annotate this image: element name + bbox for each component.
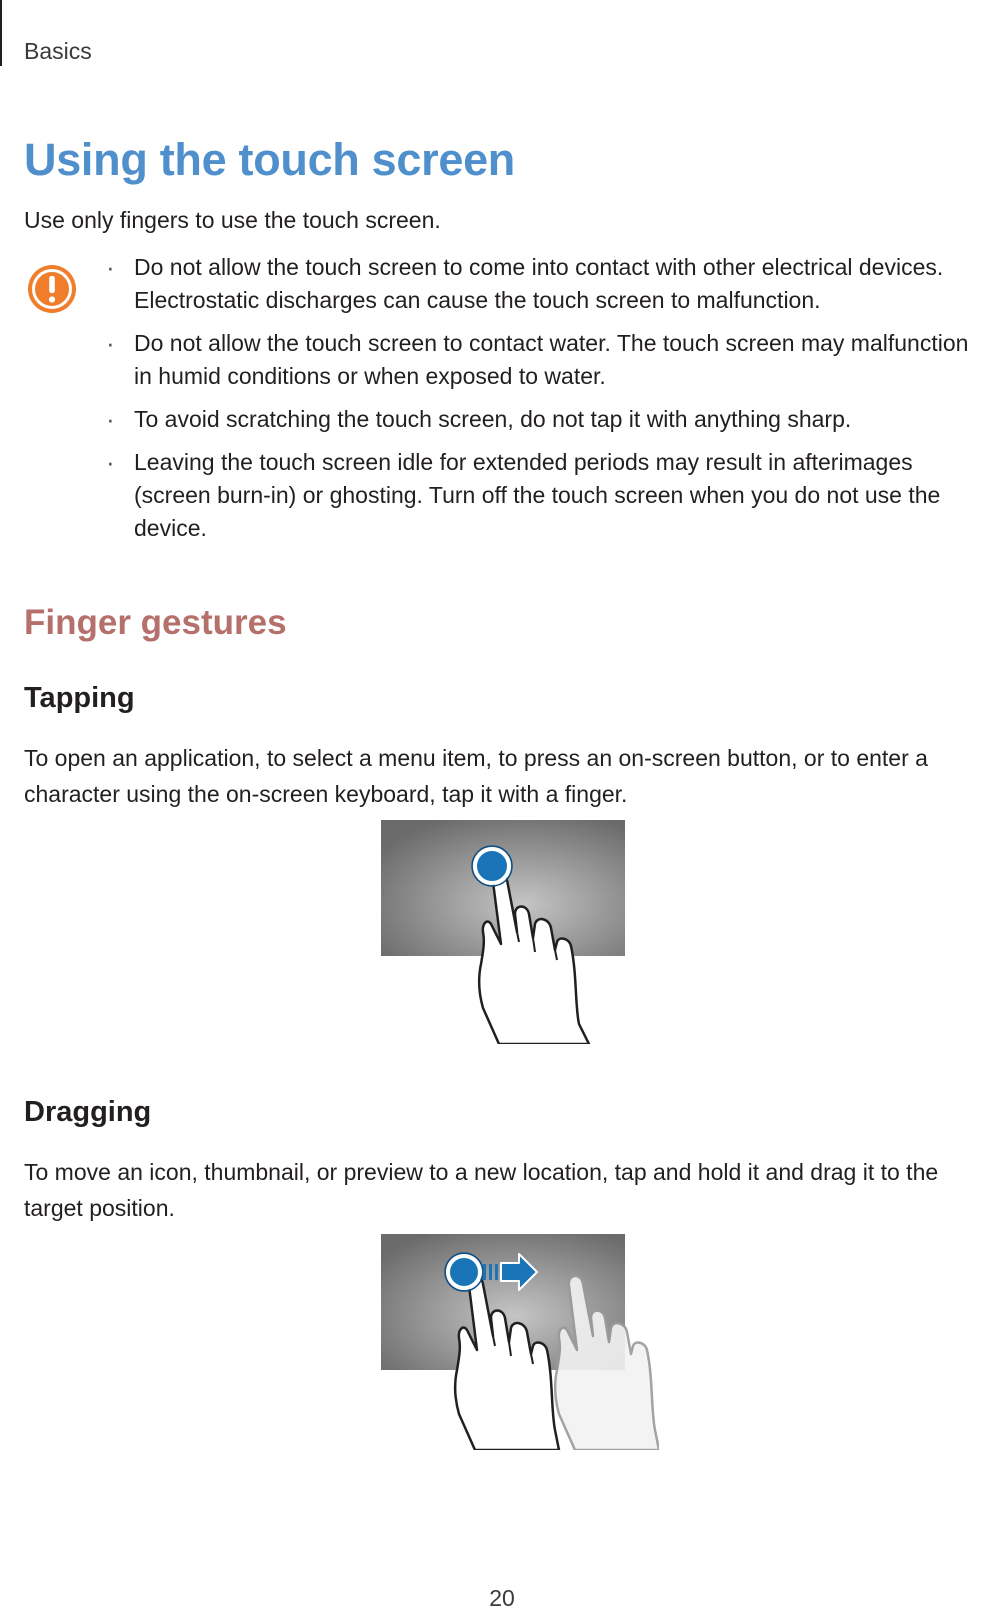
section-subheading: Finger gestures [24, 603, 287, 642]
dragging-description: To move an icon, thumbnail, or preview to a new location, tap and hold it and drag it to the target position. [24, 1159, 939, 1221]
caution-item: · Do not allow the touch screen to contact water. The touch screen may malfunction in humid conditions or when exposed to water. [104, 327, 984, 393]
tapping-heading: Tapping [24, 682, 135, 714]
dragging-heading: Dragging [24, 1096, 152, 1128]
dragging-illustration [379, 1232, 659, 1450]
touch-point-icon [472, 846, 512, 886]
tapping-illustration [379, 818, 629, 1044]
tapping-description: To open an application, to select a menu item, to press an on-screen button, or to enter a character using the on-screen keyboard, tap it with a finger. [24, 745, 928, 807]
page-number: 20 [489, 1585, 515, 1611]
page-title: Using the touch screen [24, 134, 515, 185]
section-label: Basics [24, 38, 92, 64]
caution-icon [26, 263, 78, 315]
touch-point-icon [445, 1253, 483, 1291]
header-rule [0, 0, 2, 66]
caution-list [104, 251, 984, 555]
caution-item: · Leaving the touch screen idle for extended periods may result in afterimages (screen burn-in) or ghosting. Turn off the touch screen when you do not use the device. [104, 446, 984, 545]
caution-item: · Do not allow the touch screen to come into contact with other electrical devices. Electrostatic discharges can cause the touch screen to malfunction. [104, 251, 984, 317]
intro-text: Use only fingers to use the touch screen. [24, 207, 441, 233]
caution-item: · To avoid scratching the touch screen, do not tap it with anything sharp. [104, 403, 984, 436]
